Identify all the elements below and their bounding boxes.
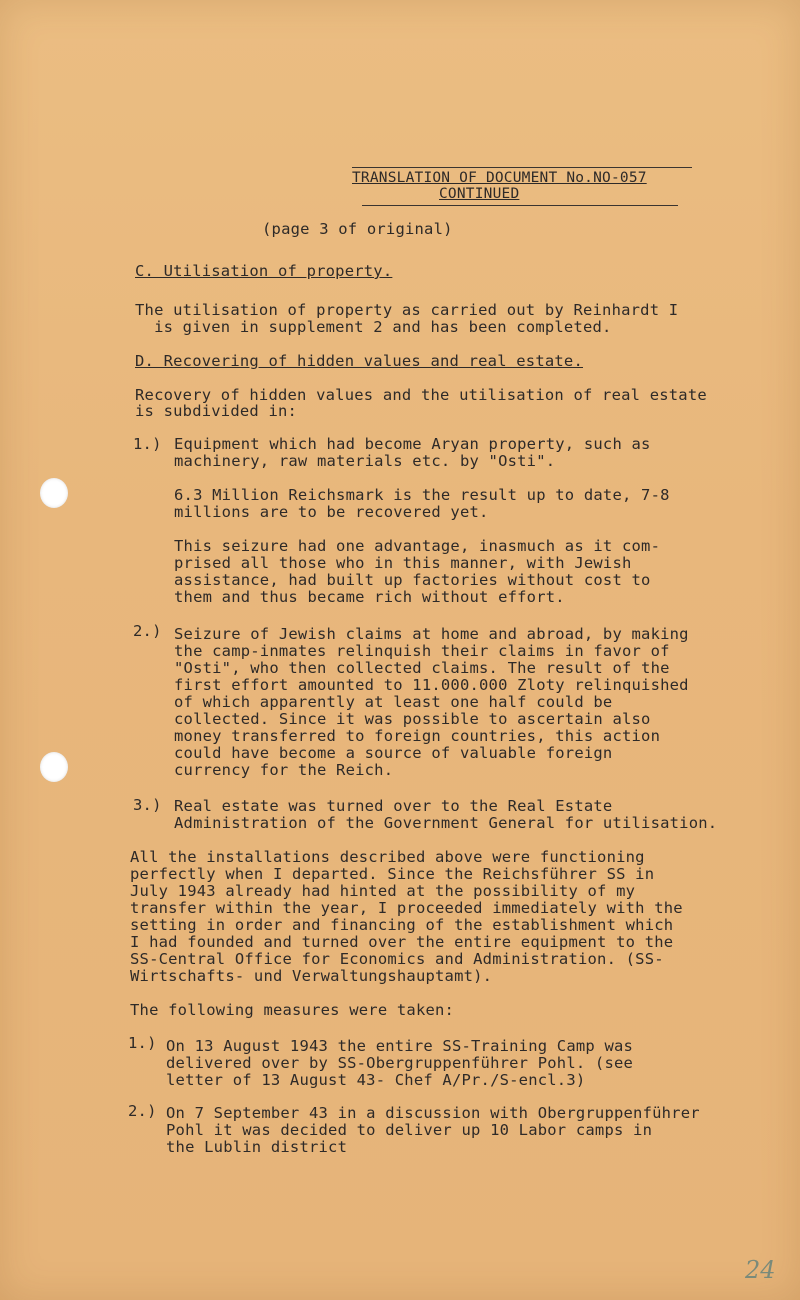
- handwritten-page-number: 24: [745, 1256, 776, 1284]
- item-1-para3-line: This seizure had one advantage, inasmuch as it com-: [174, 537, 661, 555]
- item-1-line: machinery, raw materials etc. by "Osti".: [174, 452, 556, 470]
- item-2-line: Seizure of Jewish claims at home and abroad, by making: [174, 625, 689, 643]
- measure-1-line: On 13 August 1943 the entire SS-Training Camp was: [166, 1037, 634, 1055]
- item-3-line: Administration of the Government General for utilisation.: [174, 814, 718, 832]
- header-rule-bottom: [362, 205, 678, 206]
- item-2-line: could have become a source of valuable foreign: [174, 744, 613, 762]
- item-1-para2-line: millions are to be recovered yet.: [174, 503, 489, 521]
- item-2-line: first effort amounted to 11.000.000 Zloty relinquished: [174, 676, 689, 694]
- closing-line: I had founded and turned over the entire equipment to the: [130, 933, 674, 951]
- item-3-number: 3.): [133, 796, 162, 814]
- measure-2-line: On 7 September 43 in a discussion with Obergruppenführer: [166, 1104, 700, 1122]
- section-c-line: The utilisation of property as carried out by Reinhardt I: [135, 301, 679, 319]
- item-1-number: 1.): [133, 435, 162, 453]
- section-d-heading: D. Recovering of hidden values and real estate.: [135, 352, 583, 370]
- closing-line: SS-Central Office for Economics and Administration. (SS-: [130, 950, 664, 968]
- page-reference: (page 3 of original): [262, 220, 453, 238]
- item-2-line: money transferred to foreign countries, this action: [174, 727, 661, 745]
- section-d-intro-line: Recovery of hidden values and the utilisation of real estate: [135, 386, 707, 404]
- document-title: TRANSLATION OF DOCUMENT No.NO-057: [352, 170, 647, 186]
- closing-line: setting in order and financing of the establishment which: [130, 916, 674, 934]
- closing-line: July 1943 already had hinted at the possibility of my: [130, 882, 636, 900]
- closing-line: Wirtschafts- und Verwaltungshauptamt).: [130, 967, 493, 985]
- header-rule-top: [352, 167, 692, 168]
- item-1-para3-line: prised all those who in this manner, with Jewish: [174, 554, 632, 572]
- punch-hole-top: [40, 478, 68, 508]
- measure-2-number: 2.): [128, 1102, 157, 1120]
- measure-1-number: 1.): [128, 1034, 157, 1052]
- item-2-line: "Osti", who then collected claims. The result of the: [174, 659, 670, 677]
- measures-intro: The following measures were taken:: [130, 1001, 455, 1019]
- punch-hole-bottom: [40, 752, 68, 782]
- closing-line: All the installations described above were functioning: [130, 848, 645, 866]
- section-d-intro-line: is subdivided in:: [135, 402, 298, 420]
- closing-line: perfectly when I departed. Since the Reichsführer SS in: [130, 865, 655, 883]
- measure-1-line: delivered over by SS-Obergruppenführer Pohl. (see: [166, 1054, 634, 1072]
- item-3-line: Real estate was turned over to the Real Estate: [174, 797, 613, 815]
- section-c-line: is given in supplement 2 and has been completed.: [135, 318, 612, 336]
- item-2-line: currency for the Reich.: [174, 761, 394, 779]
- closing-line: transfer within the year, I proceeded immediately with the: [130, 899, 683, 917]
- item-1-line: Equipment which had become Aryan property, such as: [174, 435, 651, 453]
- item-2-line: the camp-inmates relinquish their claims in favor of: [174, 642, 670, 660]
- document-subtitle: CONTINUED: [439, 186, 520, 202]
- measure-2-line: Pohl it was decided to deliver up 10 Labor camps in: [166, 1121, 653, 1139]
- section-c-heading: C. Utilisation of property.: [135, 262, 393, 280]
- measure-1-line: letter of 13 August 43- Chef A/Pr./S-encl.3): [166, 1071, 586, 1089]
- item-2-line: collected. Since it was possible to ascertain also: [174, 710, 651, 728]
- measure-2-line: the Lublin district: [166, 1138, 348, 1156]
- item-1-para3-line: them and thus became rich without effort.: [174, 588, 565, 606]
- item-1-para2-line: 6.3 Million Reichsmark is the result up to date, 7-8: [174, 486, 670, 504]
- item-2-number: 2.): [133, 622, 162, 640]
- item-2-line: of which apparently at least one half could be: [174, 693, 613, 711]
- item-1-para3-line: assistance, had built up factories without cost to: [174, 571, 651, 589]
